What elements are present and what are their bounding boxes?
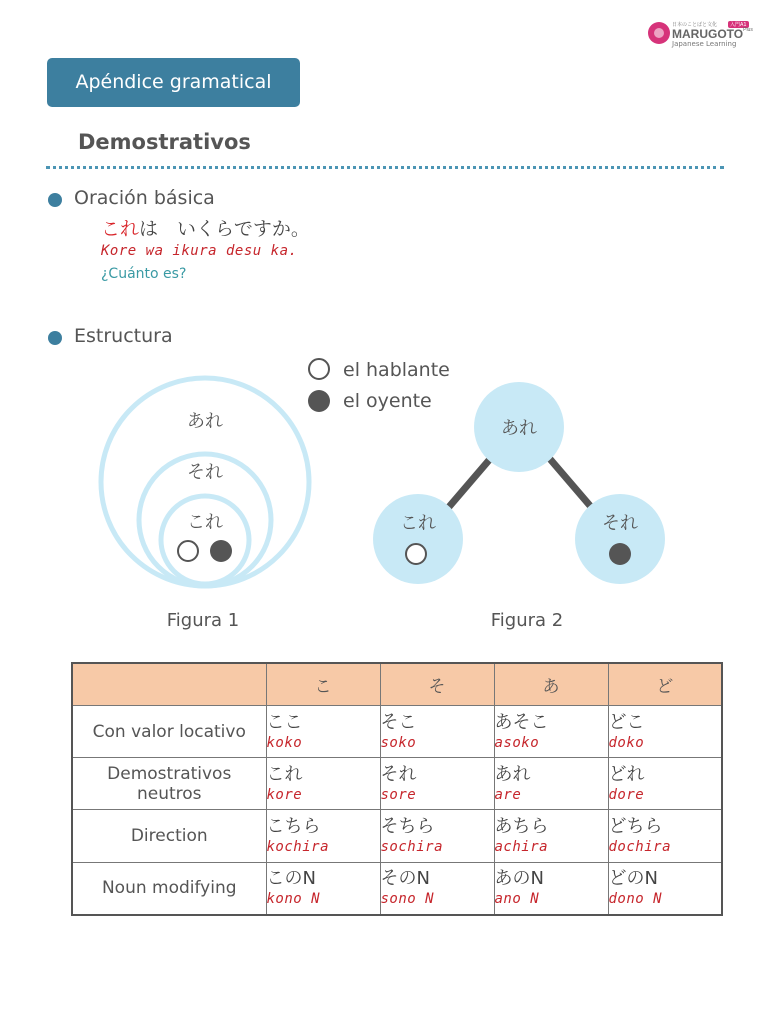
table-cell (380, 758, 494, 810)
cell-japanese: それ (380, 763, 417, 785)
cell-romaji: sono N (380, 891, 435, 908)
figure1-are-label: あれ (187, 411, 223, 432)
row-label: Direction (72, 810, 266, 862)
logo-badge: 入門A1 (730, 22, 747, 28)
table-cell (494, 810, 608, 862)
structure-label: Estructura (74, 325, 173, 347)
cell-japanese: これ (266, 763, 303, 785)
cell-japanese: こちら (266, 816, 321, 837)
cell-japanese: どちら (608, 816, 663, 837)
logo-tagline: 日本のことばと文化 (672, 22, 718, 28)
table-row (72, 758, 722, 810)
logo-subtitle: Japanese Learning (672, 40, 737, 48)
table-cell (266, 706, 380, 758)
table-header-cell: こ (266, 663, 380, 706)
speaker-legend-icon (309, 359, 329, 379)
table-cell (608, 810, 722, 862)
basic-sentence-label: Oración básica (74, 187, 215, 209)
table-cell (608, 706, 722, 758)
connector-right (544, 452, 592, 508)
row-label-line: neutros (136, 783, 202, 804)
cell-japanese: どのN (608, 868, 658, 890)
cell-japanese: どれ (608, 763, 645, 785)
speaker-icon (178, 541, 198, 561)
listener-legend-icon (308, 390, 330, 412)
cell-japanese: あのN (494, 868, 544, 890)
table-cell (266, 758, 380, 810)
cell-romaji: soko (380, 734, 417, 751)
cell-japanese: あちら (494, 816, 549, 837)
table-row (72, 706, 722, 758)
table-cell (380, 810, 494, 862)
cell-japanese: このN (266, 868, 316, 890)
cell-romaji: dono N (608, 891, 663, 908)
speaker-icon (406, 544, 426, 564)
example-rest: は いくらですか。 (139, 218, 310, 240)
row-label: Con valor locativo (72, 706, 266, 758)
table-header-cell: あ (494, 663, 608, 706)
table-header-cell: ど (608, 663, 722, 706)
logo-plus: Plus (743, 27, 753, 33)
cell-romaji: are (494, 786, 522, 803)
demonstratives-table (71, 662, 723, 916)
cell-romaji: koko (266, 734, 303, 751)
cell-romaji: sochira (380, 839, 444, 855)
table-cell (266, 862, 380, 915)
cell-romaji: dore (608, 786, 645, 803)
cell-japanese: あれ (494, 763, 531, 785)
table-cell (494, 706, 608, 758)
table-cell (608, 862, 722, 915)
table-cell (380, 862, 494, 915)
legend-listener-label: el oyente (343, 390, 432, 412)
figure1-kore-label: これ (187, 512, 223, 533)
row-label: Noun modifying (72, 862, 266, 915)
cell-japanese: ここ (266, 711, 303, 733)
cell-romaji: kono N (266, 891, 321, 908)
legend-speaker-label: el hablante (343, 359, 450, 381)
figure-1 (101, 378, 309, 631)
table-row (72, 810, 722, 862)
cell-japanese: そこ (380, 711, 417, 733)
table-cell (494, 758, 608, 810)
table-cell (380, 706, 494, 758)
table-header-cell: そ (380, 663, 494, 706)
table-cell (266, 810, 380, 862)
logo-name: $MARUGOTO^{Plus}$ (672, 27, 753, 41)
figure2-kore-label: これ (400, 513, 436, 534)
figure2-sore-label: それ (602, 513, 638, 534)
row-label-line: Demostrativos (107, 763, 232, 784)
figure1-caption: Figura 1 (166, 610, 240, 631)
figure1-sore-label: それ (187, 462, 223, 483)
figure2-are-label: あれ (501, 418, 537, 439)
cell-romaji: doko (608, 734, 645, 751)
listener-icon (210, 540, 232, 562)
table-cell (494, 862, 608, 915)
table-cell (608, 758, 722, 810)
kore-node (373, 494, 463, 584)
connector-left (448, 452, 496, 508)
header-banner: Apéndice gramatical (47, 58, 300, 107)
row-label (72, 758, 266, 810)
section-title: Demostrativos (78, 130, 251, 154)
example-translation: ¿Cuánto es? (101, 266, 187, 282)
cell-romaji: dochira (608, 839, 672, 855)
kore-circle (161, 496, 249, 584)
cell-romaji: asoko (494, 734, 540, 751)
cell-japanese: あそこ (494, 711, 549, 733)
sore-node (575, 494, 665, 584)
table-row (72, 862, 722, 915)
table-header-row (72, 663, 722, 706)
cell-romaji: kore (266, 786, 303, 803)
cell-romaji: ano N (494, 891, 540, 908)
figure-2 (373, 382, 665, 631)
listener-icon (609, 543, 631, 565)
cell-romaji: sore (380, 786, 417, 803)
cell-romaji: kochira (266, 839, 330, 855)
cell-romaji: achira (494, 839, 549, 855)
table-header-cell (72, 663, 266, 706)
example-romaji: Kore wa ikura desu ka. (101, 243, 298, 259)
example-highlight: これ (101, 218, 140, 240)
cell-japanese: そのN (380, 868, 430, 890)
cell-japanese: どこ (608, 711, 645, 733)
cell-japanese: そちら (380, 816, 435, 837)
figure2-caption: Figura 2 (490, 610, 564, 631)
